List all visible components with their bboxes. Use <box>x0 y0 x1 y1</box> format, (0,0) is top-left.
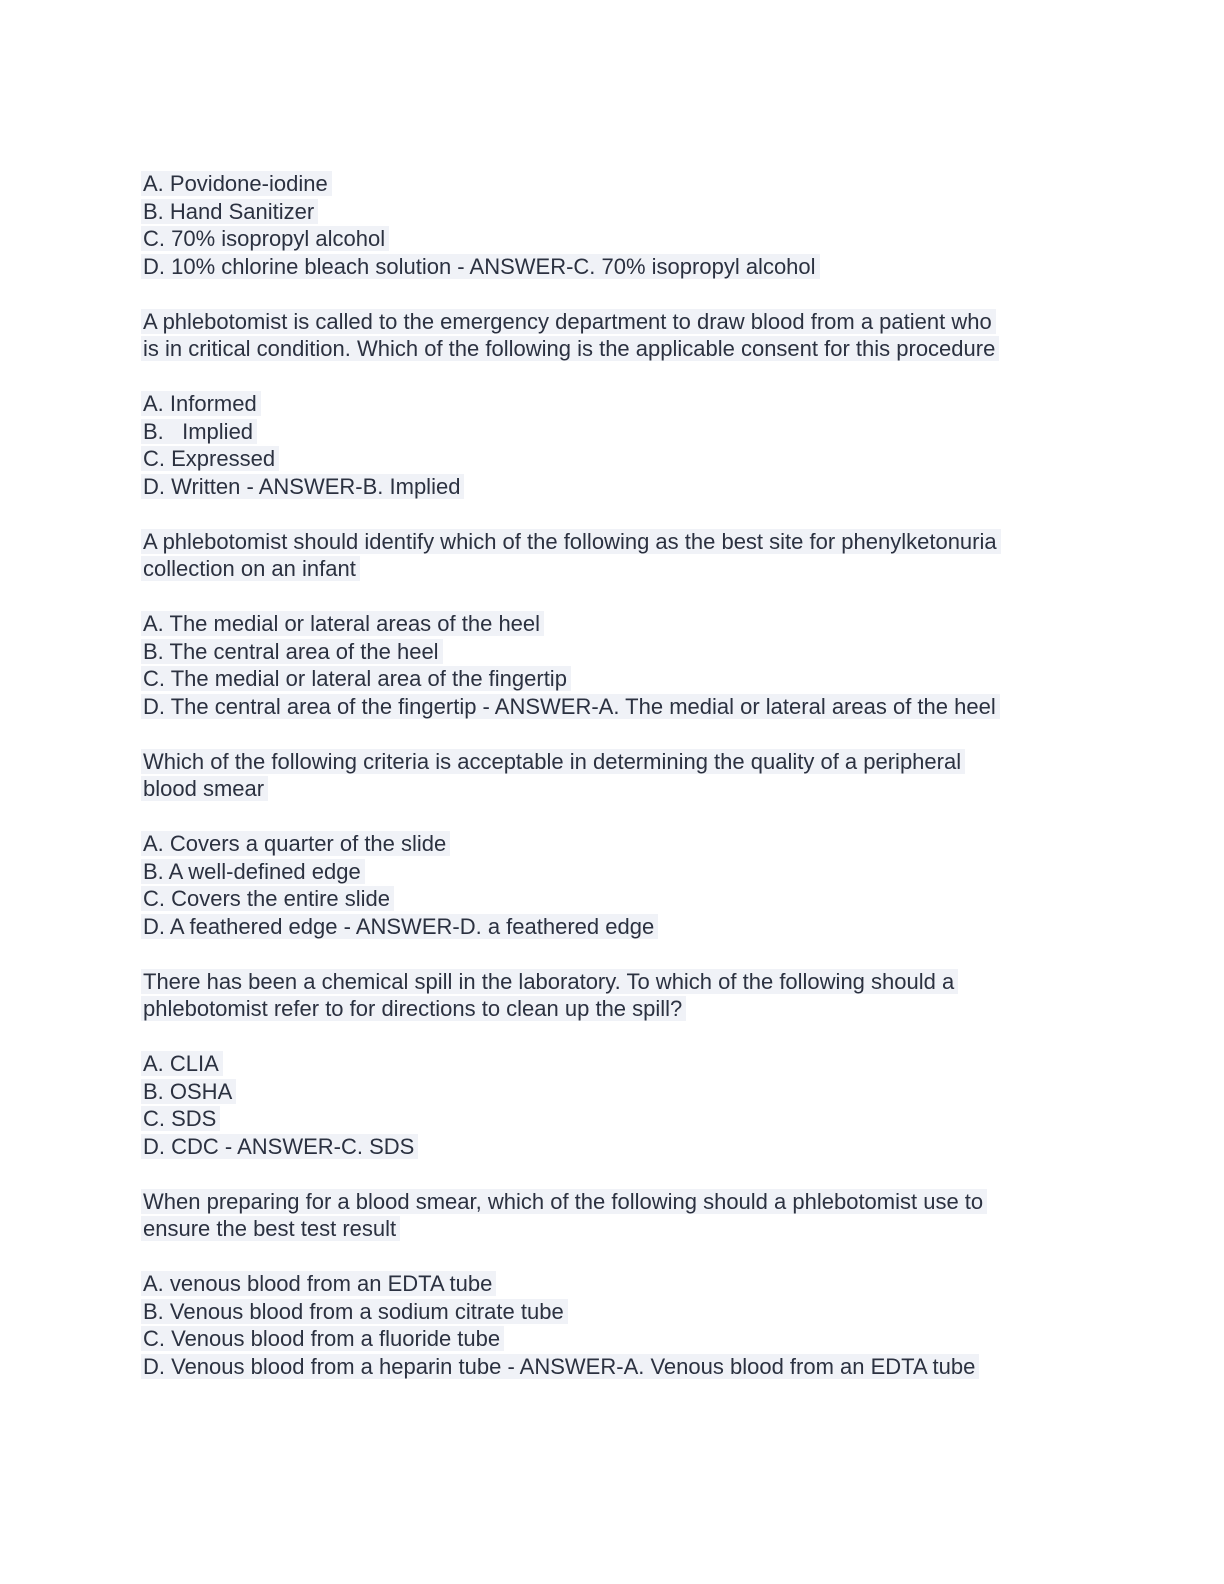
highlighted-text: C. Venous blood from a fluoride tube <box>141 1326 504 1351</box>
option-line-c <box>143 1105 1083 1133</box>
option-line-b <box>143 1078 1083 1106</box>
option-line-c <box>143 1325 1083 1353</box>
highlighted-text: A. Povidone-iodine <box>141 171 332 196</box>
highlighted-text: When preparing for a blood smear, which of the following should a phlebotomist use to <box>141 1189 987 1214</box>
highlighted-text: D. Venous blood from a heparin tube - ANSWER-A. Venous blood from an EDTA tube <box>141 1354 979 1379</box>
highlighted-text: D. The central area of the fingertip - ANSWER-A. The medial or lateral areas of the heel <box>141 694 1000 719</box>
highlighted-text: A phlebotomist should identify which of the following as the best site for phenylketonuria <box>141 529 1001 554</box>
question-line <box>143 1188 1083 1216</box>
option-line-c <box>143 665 1083 693</box>
highlighted-text: There has been a chemical spill in the laboratory. To which of the following should a <box>141 969 958 994</box>
question-line <box>143 748 1083 776</box>
highlighted-text: A. The medial or lateral areas of the heel <box>141 611 544 636</box>
highlighted-text: A. Covers a quarter of the slide <box>141 831 450 856</box>
highlighted-text: B. Venous blood from a sodium citrate tube <box>141 1299 568 1324</box>
highlighted-text: B. OSHA <box>141 1079 236 1104</box>
question-line <box>143 555 1083 583</box>
option-line-a <box>143 610 1083 638</box>
question-line <box>143 995 1083 1023</box>
highlighted-text: A phlebotomist is called to the emergency department to draw blood from a patient who <box>141 309 996 334</box>
question-block <box>143 748 1083 803</box>
answer-options-block <box>143 390 1083 500</box>
document-content <box>143 170 1083 1380</box>
question-block <box>143 968 1083 1023</box>
question-line <box>143 968 1083 996</box>
option-line-a <box>143 1050 1083 1078</box>
question-line <box>143 528 1083 556</box>
answer-options-block <box>143 610 1083 720</box>
option-line-a <box>143 170 1083 198</box>
highlighted-text: C. Expressed <box>141 446 279 471</box>
highlighted-text: C. The medial or lateral area of the fingertip <box>141 666 571 691</box>
highlighted-text: Which of the following criteria is acceptable in determining the quality of a peripheral <box>141 749 965 774</box>
option-line-a <box>143 390 1083 418</box>
option-line-b <box>143 858 1083 886</box>
question-block <box>143 308 1083 363</box>
option-line-b <box>143 1298 1083 1326</box>
option-line-b <box>143 638 1083 666</box>
highlighted-text: is in critical condition. Which of the following is the applicable consent for this procedure <box>141 336 999 361</box>
option-line-d-answer <box>143 473 1083 501</box>
highlighted-text: A. venous blood from an EDTA tube <box>141 1271 496 1296</box>
highlighted-text: C. 70% isopropyl alcohol <box>141 226 389 251</box>
highlighted-text: C. SDS <box>141 1106 220 1131</box>
option-line-d-answer <box>143 253 1083 281</box>
answer-options-block <box>143 170 1083 280</box>
option-line-d-answer <box>143 913 1083 941</box>
question-block <box>143 1188 1083 1243</box>
question-line <box>143 308 1083 336</box>
option-line-c <box>143 445 1083 473</box>
highlighted-text: D. Written - ANSWER-B. Implied <box>141 474 464 499</box>
highlighted-text: ensure the best test result <box>141 1216 400 1241</box>
highlighted-text: A. CLIA <box>141 1051 223 1076</box>
highlighted-text: D. A feathered edge - ANSWER-D. a feathered edge <box>141 914 658 939</box>
highlighted-text: phlebotomist refer to for directions to clean up the spill? <box>141 996 686 1021</box>
option-line-c <box>143 225 1083 253</box>
question-block <box>143 528 1083 583</box>
option-line-d-answer <box>143 1133 1083 1161</box>
option-line-b <box>143 418 1083 446</box>
answer-options-block <box>143 830 1083 940</box>
highlighted-text: D. CDC - ANSWER-C. SDS <box>141 1134 418 1159</box>
option-line-a <box>143 1270 1083 1298</box>
highlighted-text: B. Hand Sanitizer <box>141 199 318 224</box>
highlighted-text: B. The central area of the heel <box>141 639 443 664</box>
highlighted-text: collection on an infant <box>141 556 360 581</box>
option-line-a <box>143 830 1083 858</box>
option-line-b <box>143 198 1083 226</box>
highlighted-text: B. A well-defined edge <box>141 859 365 884</box>
highlighted-text: D. 10% chlorine bleach solution - ANSWER-C. 70% isopropyl alcohol <box>141 254 820 279</box>
option-line-c <box>143 885 1083 913</box>
answer-options-block <box>143 1270 1083 1380</box>
highlighted-text: blood smear <box>141 776 268 801</box>
question-line <box>143 1215 1083 1243</box>
question-line <box>143 335 1083 363</box>
option-line-d-answer <box>143 693 1083 721</box>
highlighted-text: B. Implied <box>141 419 257 444</box>
question-line <box>143 775 1083 803</box>
highlighted-text: C. Covers the entire slide <box>141 886 394 911</box>
answer-options-block <box>143 1050 1083 1160</box>
highlighted-text: A. Informed <box>141 391 261 416</box>
option-line-d-answer <box>143 1353 1083 1381</box>
